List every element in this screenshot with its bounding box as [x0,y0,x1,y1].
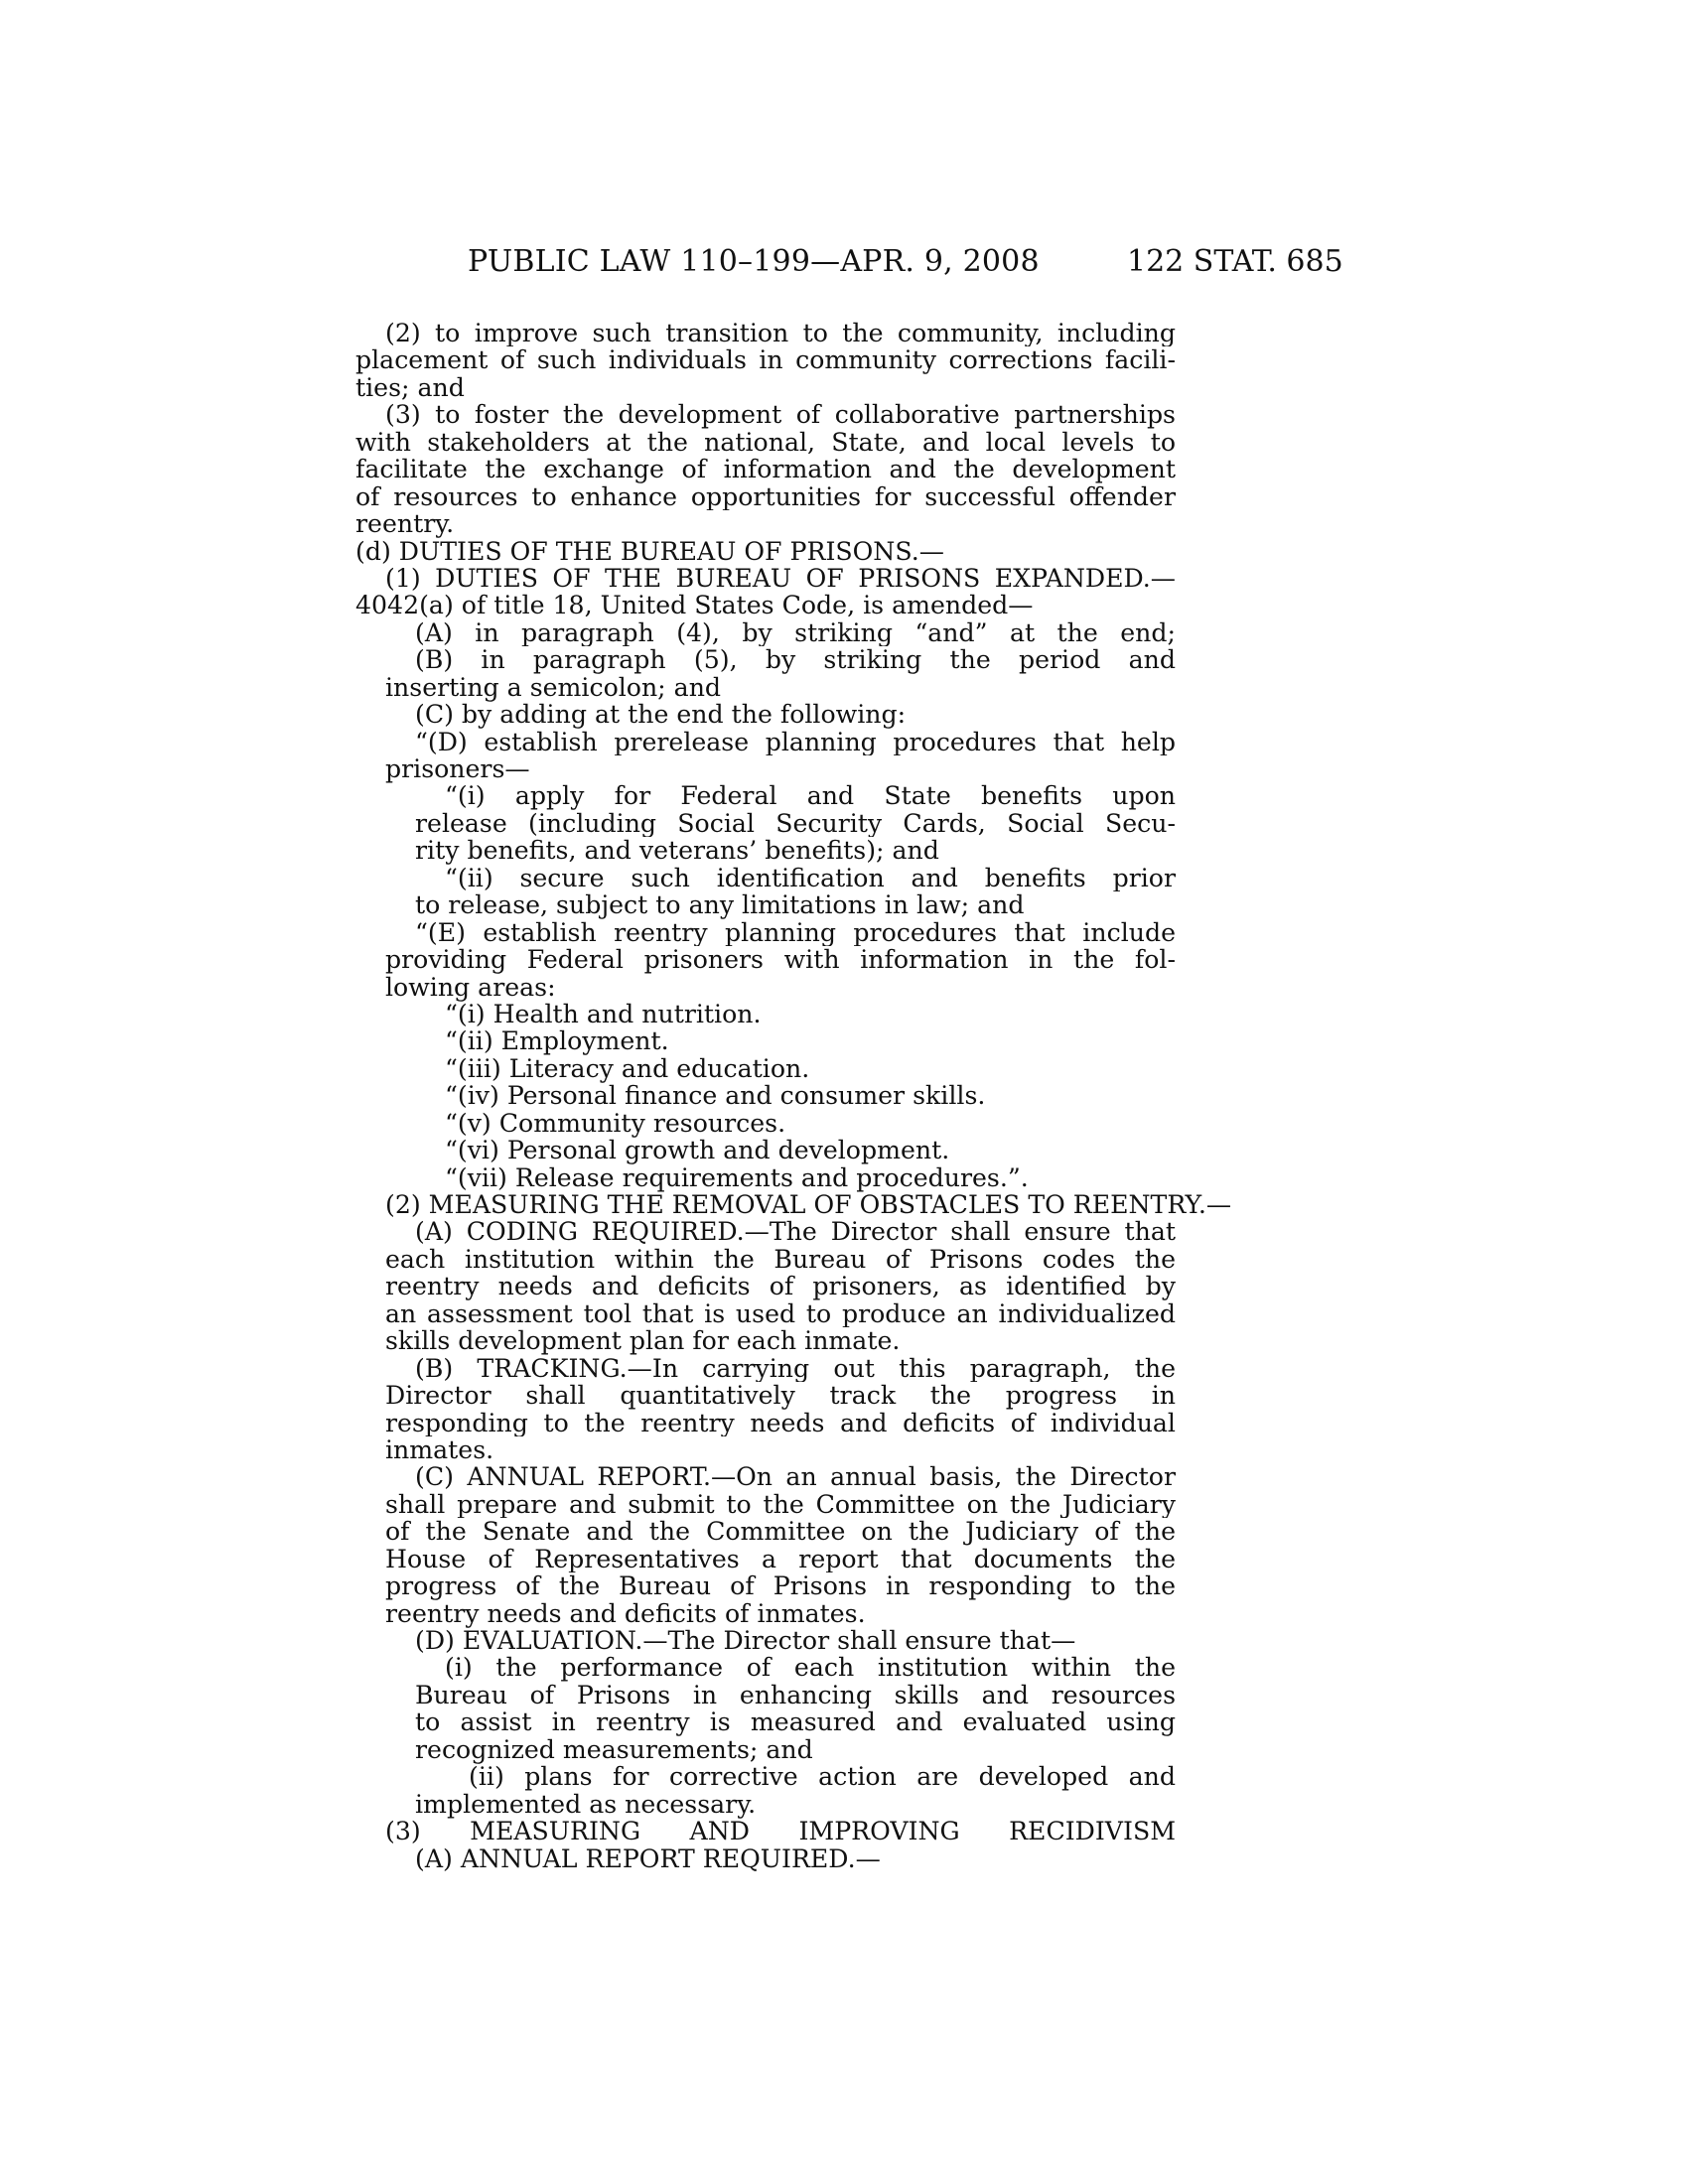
running-head-title: PUBLIC LAW 110–199—APR. 9, 2008 [468,244,1040,279]
text-line: reentry. [355,509,455,539]
text-line: release (including Social Security Cards, Social Secu- [415,809,1176,838]
text-line: of resources to enhance opportunities for successful offender [355,482,1176,511]
text-line: “(vii) Release requirements and procedures.”. [445,1162,1029,1192]
text-line: Director shall quantitatively track the progress in [385,1382,1176,1410]
text-line: (3) MEASURING AND IMPROVING RECIDIVISM [385,1818,1176,1845]
text-line: rity benefits, and veterans’ benefits); and [415,836,939,866]
text-line: (ii) plans for corrective action are developed and [469,1763,1176,1791]
text-line: (D) EVALUATION.—The Director shall ensure that— [415,1626,1076,1655]
text-line: “(E) establish reentry planning procedures that include [415,918,1176,947]
text-line: 4042(a) of title 18, United States Code, is amended— [355,591,1034,620]
text-line: skills development plan for each inmate. [385,1326,901,1356]
text-line: of the Senate and the Committee on the Judiciary of the [385,1518,1176,1546]
text-line: “(iv) Personal finance and consumer skills. [445,1081,986,1111]
text-line: “(v) Community resources. [445,1108,786,1138]
statute-body-text [355,320,1232,1873]
text-line: shall prepare and submit to the Committee on the Judiciary [385,1490,1176,1519]
text-line: lowing areas: [385,972,556,1002]
text-line: providing Federal prisoners with information in the fol- [385,946,1176,974]
text-line: House of Representatives a report that documents the [385,1545,1176,1573]
text-line: “(vi) Personal growth and development. [445,1136,950,1165]
text-line: Bureau of Prisons in enhancing skills and resources [415,1681,1176,1709]
text-line: an assessment tool that is used to produce an individualized [385,1299,1176,1328]
text-line: recognized measurements; and [415,1734,813,1764]
text-line: (B) TRACKING.—In carrying out this paragraph, the [415,1354,1176,1383]
text-line: (2) MEASURING THE REMOVAL OF OBSTACLES TO REENTRY.— [385,1190,1232,1219]
text-line: each institution within the Bureau of Prisons codes the [385,1245,1176,1274]
page-header [0,244,1688,284]
text-line: ties; and [355,372,465,402]
text-line: (d) DUTIES OF THE BUREAU OF PRISONS.— [355,536,944,566]
text-line: (A) in paragraph (4), by striking “and” at the end; [415,618,1176,647]
text-line: with stakeholders at the national, State, and local levels to [355,428,1176,457]
statute-page-number: 122 STAT. 685 [1127,244,1343,279]
text-line: (B) in paragraph (5), by striking the period and [415,646,1176,674]
text-line: (C) ANNUAL REPORT.—On an annual basis, the Director [415,1463,1176,1491]
text-line: “(ii) secure such identification and benefits prior [445,864,1176,892]
text-line: (i) the performance of each institution within the [445,1654,1176,1682]
text-line: reentry needs and deficits of prisoners, as identified by [385,1273,1176,1300]
text-line: “(ii) Employment. [445,1026,669,1056]
text-line: (1) DUTIES OF THE BUREAU OF PRISONS EXPANDED.— [385,564,1176,593]
text-line: inmates. [385,1434,494,1464]
text-line: (3) to foster the development of collaborative partnerships [385,401,1176,429]
text-line: (2) to improve such transition to the community, including [385,320,1176,347]
text-line: prisoners— [385,754,530,783]
text-line: “(i) apply for Federal and State benefits upon [445,782,1176,810]
text-line: (A) CODING REQUIRED.—The Director shall ensure that [415,1218,1176,1246]
text-line: “(iii) Literacy and education. [445,1053,810,1083]
text-line: placement of such individuals in community corrections facili- [355,346,1176,374]
text-line: reentry needs and deficits of inmates. [385,1598,866,1628]
text-line: to release, subject to any limitations in law; and [415,890,1025,920]
text-line: facilitate the exchange of information and the development [355,456,1176,483]
text-line: to assist in reentry is measured and evaluated using [415,1708,1176,1736]
text-line: (A) ANNUAL REPORT REQUIRED.— [415,1843,881,1873]
text-line: inserting a semicolon; and [385,672,722,702]
text-line: implemented as necessary. [415,1789,757,1819]
text-line: (C) by adding at the end the following: [415,700,907,730]
text-line: progress of the Bureau of Prisons in responding to the [385,1572,1176,1600]
text-line: “(i) Health and nutrition. [445,999,762,1028]
text-line: “(D) establish prerelease planning procedures that help [415,728,1176,755]
text-line: responding to the reentry needs and deficits of individual [385,1409,1176,1436]
